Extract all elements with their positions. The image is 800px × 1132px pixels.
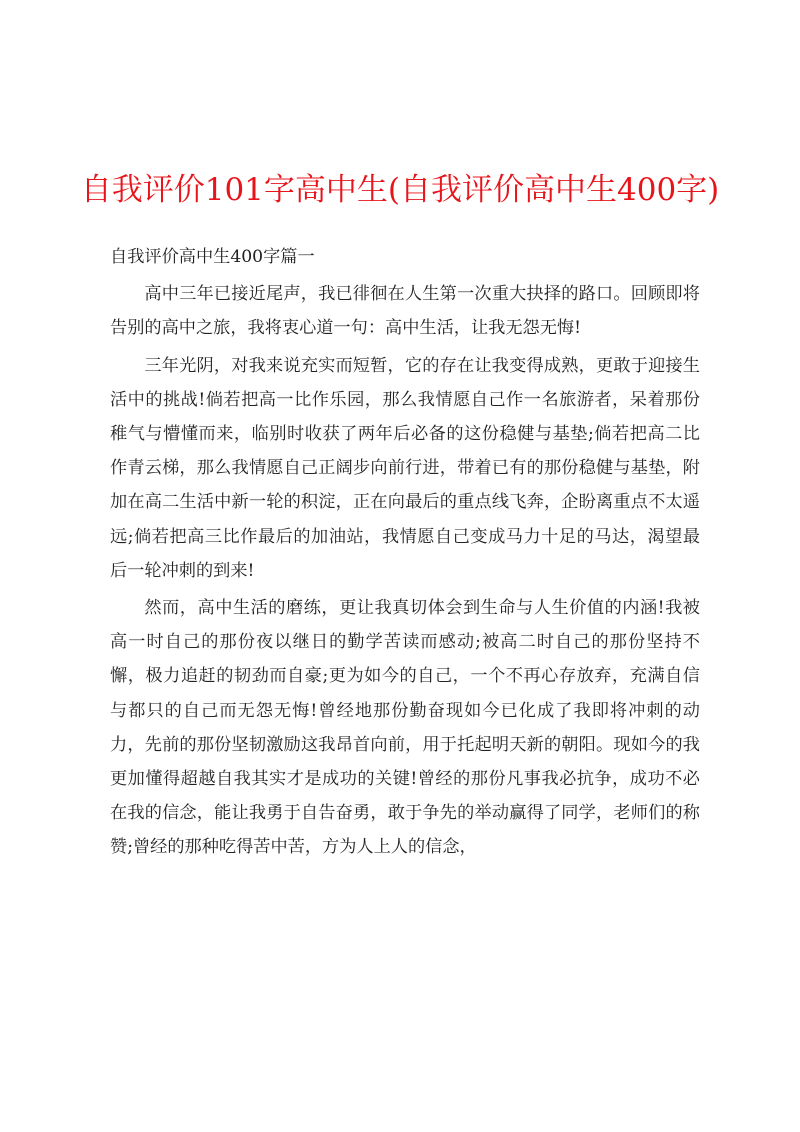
document-title: 自我评价101字高中生(自我评价高中生400字) <box>80 172 720 208</box>
paragraph-3: 然而，高中生活的磨练，更让我真切体会到生命与人生价值的内涵!我被高一时自己的那份夜以继日的勤学苦读而感动;被高二时自己的那份坚持不懈，极力追赶的韧劲而自豪;更为如今的自己，一个不再心存放弃，充满自信与都只的自己而无怨无悔!曾经地那份勤奋现如今已化成了我即将冲刺的动力，先前的那份坚韧激励这我昂首向前，用于托起明天新的朝阳。现如今的我更加懂得超越自我其实才是成功的关键!曾经的那份凡事我必抗争，成功不必在我的信念，能让我勇于自告奋勇，敢于争先的举动赢得了同学，老师们的称赞;曾经的那种吃得苦中苦，方为人上人的信念， <box>110 598 700 858</box>
paragraph-1: 高中三年已接近尾声，我已徘徊在人生第一次重大抉择的路口。回顾即将告别的高中之旅，我将衷心道一句：高中生活，让我无怨无悔! <box>110 284 700 339</box>
section-heading: 自我评价高中生400字篇一 <box>110 247 315 267</box>
document-body <box>110 240 700 868</box>
paragraph-2: 三年光阴，对我来说充实而短暂，它的存在让我变得成熟，更敢于迎接生活中的挑战!倘若把高一比作乐园，那么我情愿自己作一名旅游者，呆着那份稚气与懵懂而来，临别时收获了两年后必备的这份稳健与基垫;倘若把高二比作青云梯，那么我情愿自己正阔步向前行进，带着已有的那份稳健与基垫，附加在高二生活中新一轮的积淀，正在向最后的重点线飞奔，企盼离重点不太遥远;倘若把高三比作最后的加油站，我情愿自己变成马力十足的马达，渴望最后一轮冲刺的到来! <box>110 355 700 581</box>
